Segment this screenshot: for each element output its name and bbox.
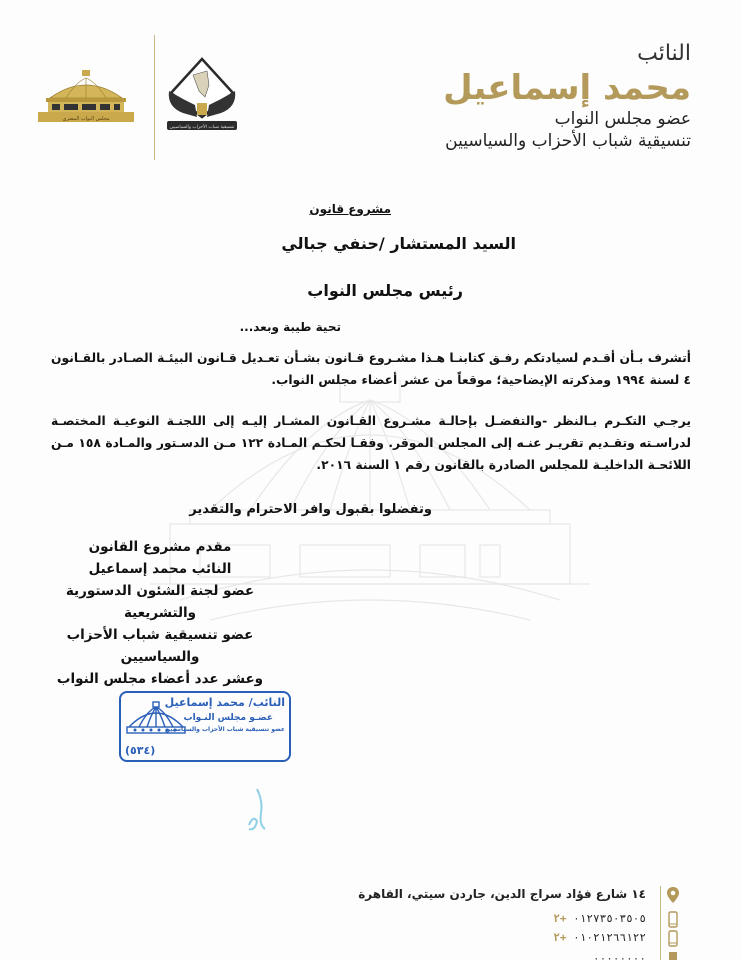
handwritten-signature [245, 785, 275, 835]
coordination-logo-caption: تنسيقية شباب الأحزاب والسياسيين [169, 125, 235, 130]
addressee-position: رئيس مجلس النواب [307, 281, 463, 300]
letter-subject: مشروع قانون [309, 202, 391, 216]
mobile-phone-icon [666, 911, 680, 929]
sender-title: النائب [637, 41, 691, 66]
signature-line: عضو لجنة الشئون الدستورية والتشريعية [65, 583, 255, 621]
footer-phone-2 [553, 931, 646, 944]
mobile-phone-icon [666, 930, 680, 948]
location-pin-icon [666, 886, 680, 904]
signature-line: النائب محمد إسماعيل [88, 561, 232, 577]
official-stamp [119, 691, 291, 762]
phone-1-prefix: +٢ [553, 912, 567, 925]
signature-block [40, 536, 280, 690]
stamp-name: النائب/ محمد إسماعيل [164, 696, 285, 709]
phone-2-prefix: +٢ [553, 931, 567, 944]
fax-icon [666, 950, 680, 960]
footer-divider [660, 886, 661, 960]
stamp-membership: عضو تنسيقية شباب الأحزاب والسياسيين [164, 726, 285, 733]
sender-header [443, 40, 691, 152]
letter-greeting: تحية طيبة وبعد... [239, 320, 341, 334]
sender-role-1: عضو مجلس النواب [554, 109, 691, 129]
signature-line: مقدم مشروع القانون [88, 539, 232, 555]
letter-paragraph-1: أتشرف بـأن أقـدم لسيادتكم رفـق كتابنـا هـذا مشـروع قـانون بشـأن تعـديل قـانون البيئـة الصـادر بالقـانون ٤ لسنة ١٩٩٤ ومذكرته الإيضاحية؛ موقعاً من عشر أعضاء مجلس النواب. [51, 351, 691, 387]
phone-1-number: ٠١٢٧٣٥٠٣٥٠٥ [573, 912, 646, 925]
footer-phone-3: ٠٠٠٠٠٠٠٠ [593, 952, 646, 960]
letter-paragraph-2: يرجـي التكـرم بـالنظر -والتفضـل بإحالـة مشـروع القـانون المشـار إليـه إلى اللجنـة النوعيـة المختصـة لدراسـته وتقـديم تقريـر عنـه إلى المجلس الموقر. وفقـا لحكـم المـادة ١٢٢ مـن الدسـتور والمـادة ١٥٨ مـن اللائحـة الداخليـة للمجلس الصادرة بالقانون رقم ١ السنة ٢٠١٦. [51, 414, 691, 472]
footer-address: ١٤ شارع فؤاد سراج الدين، جاردن سيتي، القاهرة [358, 887, 646, 901]
stamp-text [165, 695, 285, 735]
signature-line: وعشر عدد أعضاء مجلس النواب [56, 671, 264, 687]
coordination-logo [163, 57, 241, 135]
parliament-logo [36, 68, 136, 124]
footer-phone-1 [553, 912, 646, 925]
sender-role-2: تنسيقية شباب الأحزاب والسياسيين [445, 131, 691, 151]
letter-addressee: السيد المستشار /حنفي جبالي [281, 234, 516, 253]
phone-2-number: ٠١٠٢١٢٦٦١٢٢ [573, 931, 646, 944]
letter-closing: وتفضلوا بقبول وافر الاحترام والتقدير [189, 502, 432, 517]
stamp-number: (٥٣٤) [125, 744, 156, 757]
header-divider [154, 35, 155, 160]
signature-line: عضو تنسيقية شباب الأحزاب والسياسيين [66, 627, 254, 665]
sender-name: محمد إسماعيل [443, 68, 691, 108]
stamp-role: عضـو مجلس النـواب [183, 713, 273, 723]
parliament-logo-caption: مجلس النواب المصري [62, 116, 110, 122]
